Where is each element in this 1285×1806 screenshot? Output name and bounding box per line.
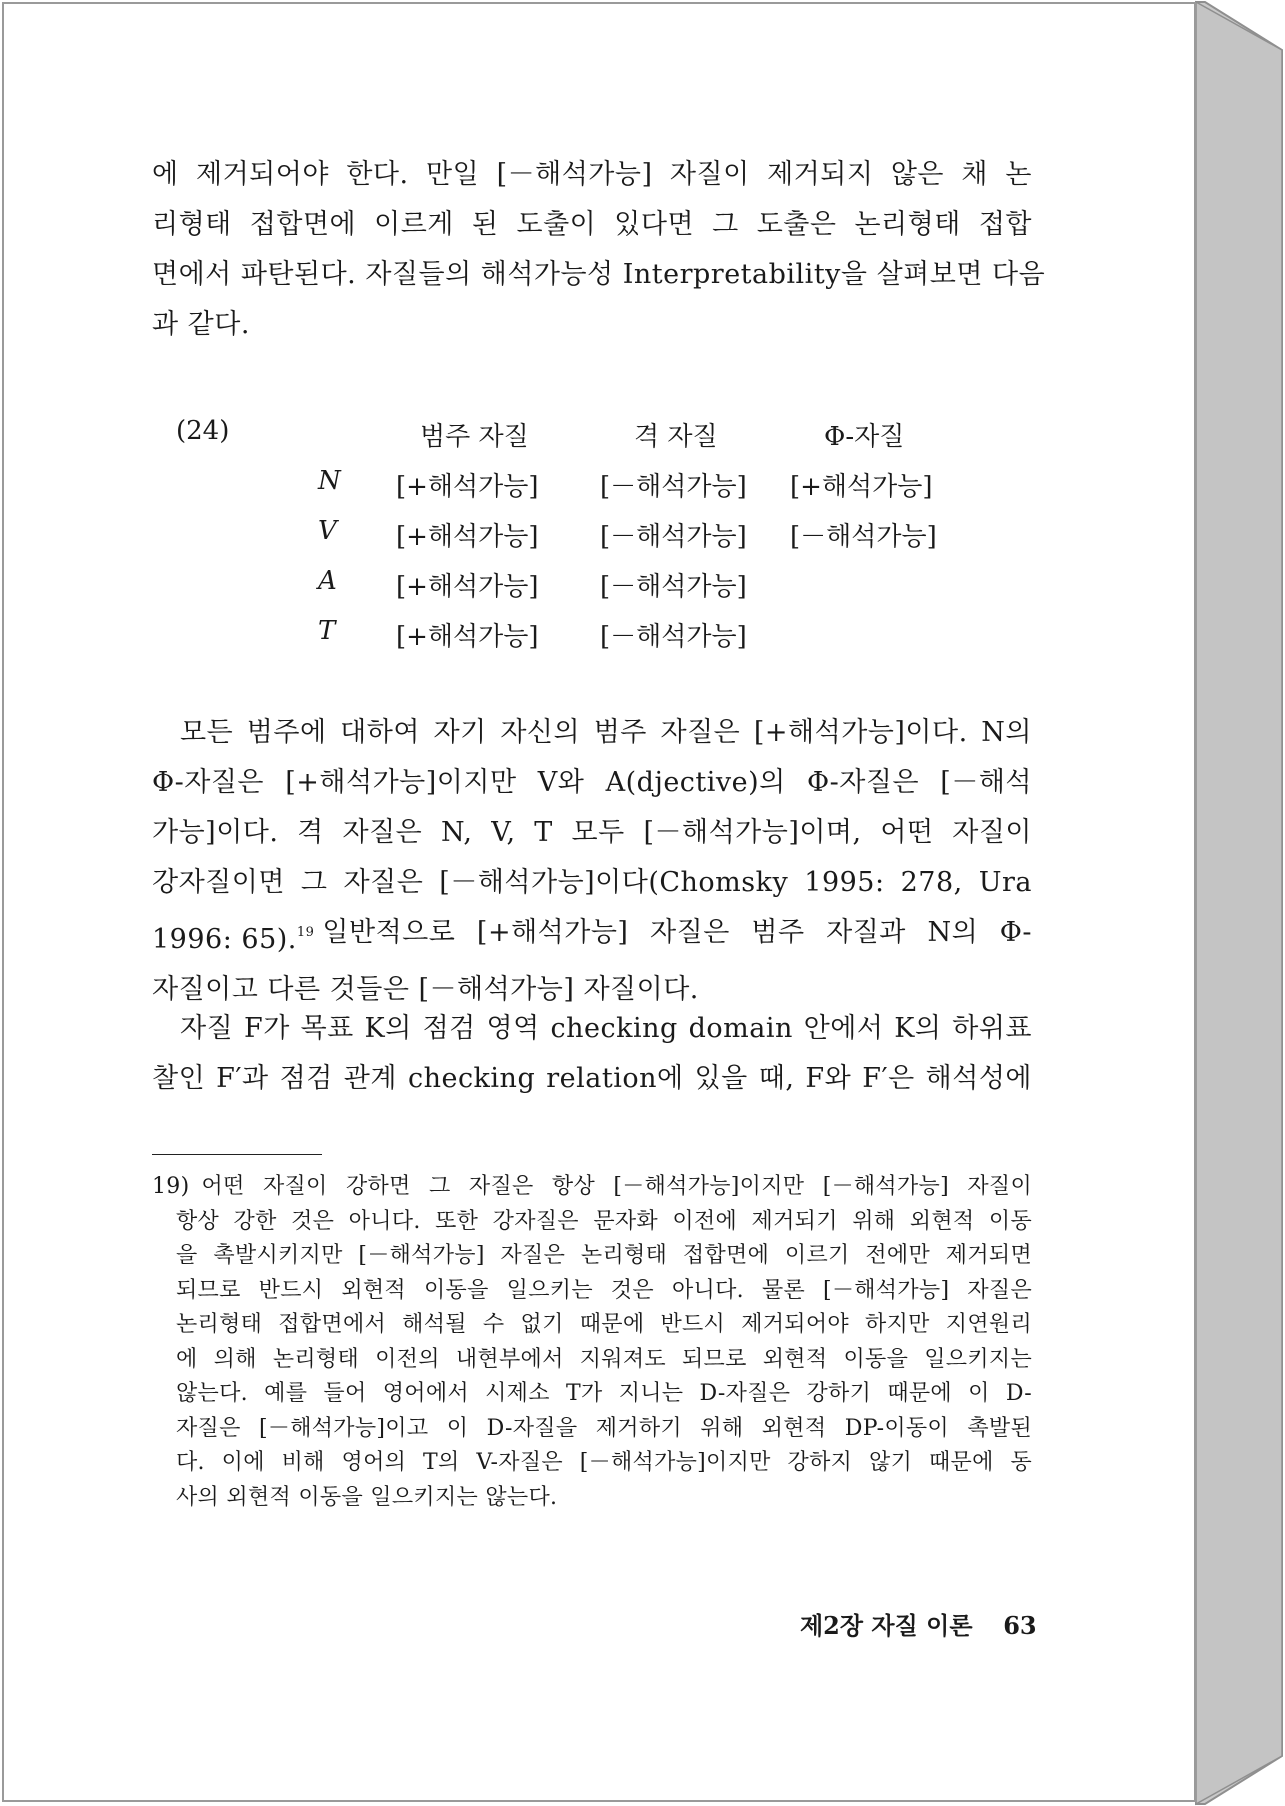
row-label: V bbox=[318, 516, 337, 546]
footnote-line bbox=[152, 1170, 1032, 1205]
text-line: 과 같다. bbox=[152, 309, 250, 340]
table-cell: [+해석가능] bbox=[396, 472, 539, 502]
footnote-line: 되므로 반드시 외현적 이동을 일으키는 것은 아니다. 물론 [－해석가능] 자질은 bbox=[176, 1277, 1032, 1303]
text-line: 모든 범주에 대하여 자기 자신의 범주 자질은 [+해석가능]이다. N의 bbox=[180, 717, 1032, 748]
footnote-line: 사의 외현적 이동을 일으키지는 않는다. bbox=[176, 1484, 558, 1510]
text-line: 면에서 파탄된다. 자질들의 해석가능성 Interpretability을 살펴보면 다음 bbox=[152, 259, 1046, 290]
footnote-line: 다. 이에 비해 영어의 T의 V-자질은 [－해석가능]이지만 강하지 않기 때문에 동 bbox=[176, 1450, 1032, 1475]
footnote-line: 않는다. 예를 들어 영어에서 시제소 T가 지니는 D-자질은 강하기 때문에 이 D- bbox=[176, 1381, 1032, 1406]
paragraph-bottom bbox=[152, 1004, 1032, 1104]
citation-text: 1996: 65). bbox=[152, 924, 297, 955]
footnote-number: 19) bbox=[152, 1174, 190, 1199]
column-header: 범주 자질 bbox=[420, 422, 529, 452]
row-label: A bbox=[318, 566, 337, 596]
running-footer bbox=[800, 1606, 1037, 1641]
column-header: Φ-자질 bbox=[824, 422, 905, 452]
text-line bbox=[152, 908, 1032, 965]
footnote-line: 항상 강한 것은 아니다. 또한 강자질은 문자화 이전에 제거되기 위해 외현적 이동 bbox=[176, 1208, 1032, 1234]
footnote-reference[interactable]: 19 bbox=[296, 925, 315, 940]
footnote-line: 자질은 [－해석가능]이고 이 D-자질을 제거하기 위해 외현적 DP-이동이 촉발된 bbox=[176, 1415, 1032, 1441]
example-number: (24) bbox=[176, 416, 230, 446]
text-segment: 일반적으로 [+해석가능] 자질은 범주 자질과 N의 Φ- bbox=[322, 917, 1032, 948]
text-line: 강자질이면 그 자질은 [－해석가능]이다(Chomsky 1995: 278, Ura bbox=[152, 867, 1032, 898]
text-line: 자질 F가 목표 K의 점검 영역 checking domain 안에서 K의 하위표 bbox=[180, 1013, 1032, 1044]
table-cell: [－해석가능] bbox=[790, 522, 937, 552]
text-line: 리형태 접합면에 이르게 된 도출이 있다면 그 도출은 논리형태 접합 bbox=[152, 209, 1032, 240]
table-cell: [+해석가능] bbox=[790, 472, 933, 502]
text-segment bbox=[152, 908, 314, 965]
table-cell: [－해석가능] bbox=[600, 572, 747, 602]
text-line: Φ-자질은 [+해석가능]이지만 V와 A(djective)의 Φ-자질은 [－해석 bbox=[152, 767, 1032, 798]
table-cell: [－해석가능] bbox=[600, 622, 747, 652]
footnote-line: 을 촉발시키지만 [－해석가능] 자질은 논리형태 접합면에 이르기 전에만 제거되면 bbox=[176, 1243, 1032, 1268]
text-line: 가능]이다. 격 자질은 N, V, T 모두 [－해석가능]이며, 어떤 자질이 bbox=[152, 817, 1032, 848]
column-header: 격 자질 bbox=[634, 422, 718, 452]
paragraph-top bbox=[152, 150, 1046, 350]
table-cell: [－해석가능] bbox=[600, 522, 747, 552]
page-number: 63 bbox=[1003, 1611, 1037, 1640]
table-cell: [+해석가능] bbox=[396, 622, 539, 652]
footnote-19 bbox=[152, 1170, 1032, 1515]
example-24-table bbox=[172, 416, 972, 656]
text-line: 에 제거되어야 한다. 만일 [－해석가능] 자질이 제거되지 않은 채 논 bbox=[152, 159, 1032, 190]
footnote-line: 에 의해 논리형태 이전의 내현부에서 지워져도 되므로 외현적 이동을 일으키지는 bbox=[176, 1346, 1032, 1372]
row-label: N bbox=[318, 466, 341, 496]
footnote-line: 논리형태 접합면에서 해석될 수 없기 때문에 반드시 제거되어야 하지만 지연원리 bbox=[176, 1312, 1032, 1337]
row-label: T bbox=[318, 616, 336, 646]
footnote-divider bbox=[152, 1154, 322, 1155]
text-line: 자질이고 다른 것들은 [－해석가능] 자질이다. bbox=[152, 974, 699, 1005]
chapter-title: 제2장 자질 이론 bbox=[800, 1611, 973, 1640]
table-cell: [+해석가능] bbox=[396, 522, 539, 552]
table-cell: [－해석가능] bbox=[600, 472, 747, 502]
table-cell: [+해석가능] bbox=[396, 572, 539, 602]
text-line: 찰인 F′과 점검 관계 checking relation에 있을 때, F와 F′은 해석성에 bbox=[152, 1063, 1032, 1094]
paragraph-mid bbox=[152, 708, 1032, 1015]
footnote-text: 어떤 자질이 강하면 그 자질은 항상 [－해석가능]이지만 [－해석가능] 자질이 bbox=[201, 1174, 1032, 1199]
